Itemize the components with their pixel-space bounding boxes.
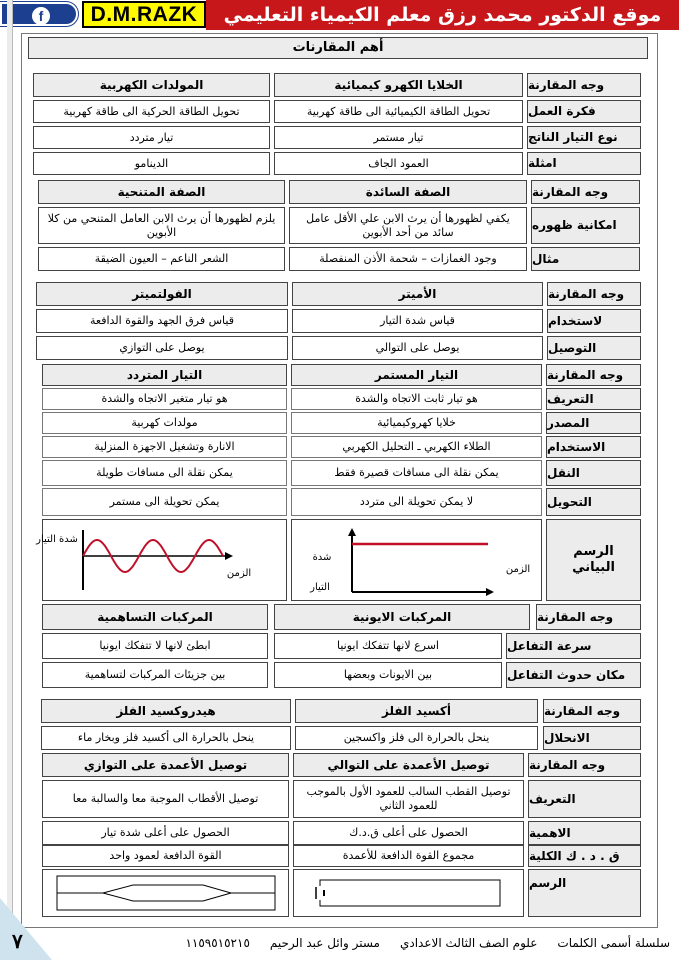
t4-cell: مولدات كهربية <box>42 412 287 434</box>
t7-header-parallel: توصيل الأعمدة على التوازي <box>42 753 289 777</box>
t4-header-aspect: وجه المقارنة <box>546 364 641 386</box>
t7-header-aspect: وجه المقارنة <box>528 753 641 777</box>
t4-cell: خلايا كهروكيميائية <box>291 412 542 434</box>
site-title: موقع الدكتور محمد رزق معلم الكيمياء التعليمي <box>206 0 679 30</box>
footer-subject: علوم الصف الثالث الاعدادي <box>399 936 538 950</box>
parallel-circuit-svg <box>43 870 288 916</box>
t4-cell: يمكن نقلة الى مسافات طويلة <box>42 460 287 486</box>
frame-edge <box>7 0 13 930</box>
t2-row-label: مثال <box>531 247 640 271</box>
parallel-circuit-drawing <box>42 869 289 917</box>
t4-cell: لا يمكن تحويلة الى متردد <box>291 488 542 516</box>
t6-header-aspect: وجه المقارنة <box>543 699 641 723</box>
t1-header-generators: المولدات الكهربية <box>33 73 270 97</box>
dc-y-label-2: التيار <box>310 582 330 593</box>
t4-cell: يمكن نقلة الى مسافات قصيرة فقط <box>291 460 542 486</box>
ac-y-label-1: شدة التيار <box>36 534 78 545</box>
t6-cell: ينحل بالحرارة الى فلز واكسجين <box>295 726 538 750</box>
t3-cell: يوصل على التوالي <box>292 336 543 360</box>
t5-cell: ابطئ لانها لا تتفكك ايونيا <box>42 633 268 659</box>
t5-header-covalent: المركبات التساهمية <box>42 604 268 630</box>
t7-cell: مجموع القوة الدافعة للأعمدة <box>293 845 524 867</box>
t5-cell: اسرع لانها تتفكك ايونيا <box>274 633 502 659</box>
parallel-branch-bottom-a <box>103 893 133 901</box>
ac-x-arrow <box>225 552 233 560</box>
t4-row-label: النقل <box>546 460 641 486</box>
t4-cell: الانارة وتشغيل الاجهزة المنزلية <box>42 436 287 458</box>
dc-x-arrow <box>486 588 494 596</box>
t4-row-label: المصدر <box>546 412 641 434</box>
dc-graph-svg <box>292 520 541 600</box>
t4-cell: يمكن تحويلة الى مستمر <box>42 488 287 516</box>
t5-cell: بين جزيئات المركبات لتساهمية <box>42 662 268 688</box>
t1-cell: تحويل الطاقة الكيميائية الى طاقة كهربية <box>274 100 523 123</box>
series-circuit-svg <box>294 870 523 916</box>
dc-graph <box>291 519 542 601</box>
t3-cell: قياس شدة التيار <box>292 309 543 333</box>
t2-cell: يلزم لظهورها أن يرث الابن العامل المتنحي من كلا الأبوين <box>38 207 285 244</box>
brand-logo: D.M.RAZK <box>82 1 206 28</box>
t4-graph-label: الرسم البياني <box>546 519 641 601</box>
t1-row-label: نوع التيار الناتج <box>527 126 641 149</box>
parallel-branch-top-b <box>203 885 231 893</box>
t3-header-voltmeter: الفولتميتر <box>36 282 288 306</box>
t1-header-cells: الخلايا الكهرو كيميائية <box>274 73 523 97</box>
facebook-icon: f <box>32 7 50 25</box>
t2-header-dominant: الصفة السائدة <box>289 180 527 204</box>
page-header <box>0 0 679 30</box>
footer-teacher: مستر وائل عبد الرحيم <box>269 936 380 950</box>
t3-row-label: التوصيل <box>547 336 641 360</box>
t4-header-dc: التيار المستمر <box>291 364 542 386</box>
t2-header-recessive: الصفة المتنحية <box>38 180 285 204</box>
t4-row-label: التحويل <box>546 488 641 516</box>
t6-row-label: الانحلال <box>543 726 641 750</box>
t4-cell: الطلاء الكهربي ـ التحليل الكهربي <box>291 436 542 458</box>
t1-cell: تيار مستمر <box>274 126 523 149</box>
ac-graph-svg <box>36 520 286 600</box>
footer-series: سلسلة أسمى الكلمات <box>557 936 670 950</box>
t1-cell: الدينامو <box>33 152 270 175</box>
series-circuit-drawing <box>293 869 524 917</box>
ac-x-label: الزمن <box>226 568 252 579</box>
t3-header-aspect: وجه المقارنة <box>547 282 641 306</box>
t1-cell: تيار متردد <box>33 126 270 149</box>
t3-header-ammeter: الأميتر <box>292 282 543 306</box>
parallel-branch-bottom-b <box>203 893 231 901</box>
page-footer <box>60 930 670 956</box>
t1-header-aspect: وجه المقارنة <box>527 73 641 97</box>
t7-header-series: توصيل الأعمدة على التوالي <box>293 753 524 777</box>
t5-row-label: سرعة التفاعل <box>506 633 641 659</box>
dc-y-arrow <box>348 528 356 536</box>
t7-row-label: التعريف <box>528 780 641 818</box>
parallel-branch-top-a <box>103 885 133 893</box>
t7-cell: توصيل القطب السالب للعمود الأول بالموجب للعمود الثاني <box>293 780 524 818</box>
t7-row-label: الرسم <box>528 869 641 917</box>
t7-row-label: الاهمية <box>528 821 641 845</box>
t3-cell: قياس فرق الجهد والقوة الدافعة <box>36 309 288 333</box>
t1-row-label: فكرة العمل <box>527 100 641 123</box>
t4-row-label: التعريف <box>546 388 641 410</box>
t6-header-hydroxide: هيدروكسيد الفلز <box>41 699 291 723</box>
t3-row-label: لاستخدام <box>547 309 641 333</box>
t2-cell: الشعر الناعم – العيون الضيقة <box>38 247 285 271</box>
page-number: ٧ <box>12 931 23 953</box>
t6-header-oxide: أكسيد الفلز <box>295 699 538 723</box>
ac-graph <box>36 519 287 601</box>
t2-row-label: امكانية ظهوره <box>531 207 640 244</box>
t7-cell: الحصول على أعلى شدة تيار <box>42 821 289 845</box>
t1-row-label: امثلة <box>527 152 641 175</box>
t5-cell: بين الايونات وبعضها <box>274 662 502 688</box>
dc-y-label-1: شدة <box>312 552 332 563</box>
t6-cell: ينحل بالحرارة الى أكسيد فلز وبخار ماء <box>41 726 291 750</box>
page-title: أهم المقارنات <box>28 37 648 59</box>
t7-row-label: ق . د . ك الكلية <box>528 845 641 867</box>
t5-header-aspect: وجه المقارنة <box>536 604 641 630</box>
footer-phone: ١١٥٩٥١٥٢١٥ <box>185 936 250 950</box>
t4-row-label: الاستخدام <box>546 436 641 458</box>
dc-x-label: الزمن <box>505 564 531 575</box>
t7-cell: توصيل الأقطاب الموجبة معا والسالبة معا <box>42 780 289 818</box>
t7-cell: الحصول على أعلى ق.د.ك <box>293 821 524 845</box>
t7-cell: القوة الدافعة لعمود واحد <box>42 845 289 867</box>
t2-header-aspect: وجه المقارنة <box>531 180 640 204</box>
t4-cell: هو تيار متغير الاتجاه والشدة <box>42 388 287 410</box>
t2-cell: يكفي لظهورها أن يرث الابن علي الأقل عامل سائد من أحد الأبوين <box>289 207 527 244</box>
t4-cell: هو تيار ثابت الاتجاه والشدة <box>291 388 542 410</box>
series-wire-loop <box>320 880 500 906</box>
t3-cell: يوصل على التوازي <box>36 336 288 360</box>
t5-header-ionic: المركبات الايونية <box>274 604 530 630</box>
page-corner-decoration <box>0 898 52 960</box>
t5-row-label: مكان حدوث التفاعل <box>506 662 641 688</box>
t1-cell: العمود الجاف <box>274 152 523 175</box>
t2-cell: وجود الغمازات – شحمة الأذن المنفصلة <box>289 247 527 271</box>
t1-cell: تحويل الطاقة الحركية الى طاقة كهربية <box>33 100 270 123</box>
t4-header-ac: التيار المتردد <box>42 364 287 386</box>
